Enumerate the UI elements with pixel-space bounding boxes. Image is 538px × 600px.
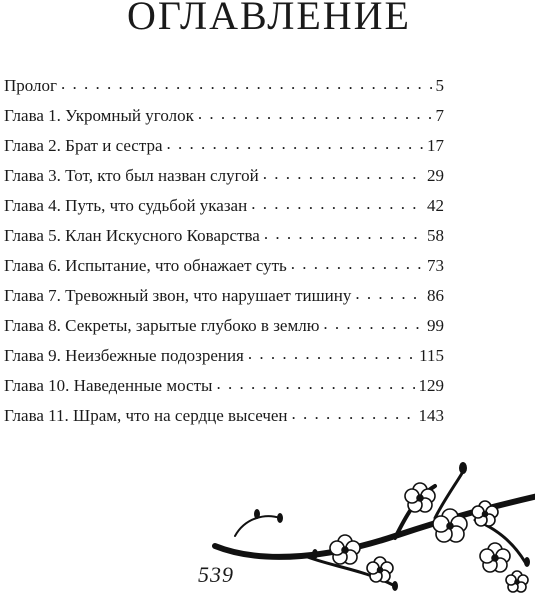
toc-entry[interactable] xyxy=(4,316,444,346)
toc-entry[interactable] xyxy=(4,346,444,376)
toc-entry[interactable] xyxy=(4,376,444,406)
toc-entry-title: Глава 8. Секреты, зарытые глубоко в землю xyxy=(4,316,320,335)
toc-entry-page: 5 xyxy=(435,76,444,95)
toc-entry-page: 129 xyxy=(418,376,444,395)
cherry-blossom-branch-icon xyxy=(195,458,535,600)
toc-entry-title: Пролог xyxy=(4,76,58,95)
toc-entry-title: Глава 11. Шрам, что на сердце высечен xyxy=(4,406,288,425)
toc-leader-dots xyxy=(248,344,415,364)
toc-entry[interactable] xyxy=(4,286,444,316)
toc-leader-dots xyxy=(323,314,423,334)
toc-leader-dots xyxy=(264,224,423,244)
toc-entry[interactable] xyxy=(4,196,444,226)
toc-entry-title: Глава 1. Укромный уголок xyxy=(4,106,194,125)
toc-entry-title: Глава 7. Тревожный звон, что нарушает тишину xyxy=(4,286,352,305)
toc-entry-page: 115 xyxy=(419,346,444,365)
toc-leader-dots xyxy=(291,254,423,274)
toc-leader-dots xyxy=(167,134,423,154)
toc-leader-dots xyxy=(355,284,423,304)
toc-entry[interactable] xyxy=(4,136,444,166)
page-number: 539 xyxy=(198,562,234,587)
toc-entry-title: Глава 10. Наведенные мосты xyxy=(4,376,213,395)
toc-entry-title: Глава 4. Путь, что судьбой указан xyxy=(4,196,248,215)
toc-entry-page: 17 xyxy=(427,136,444,155)
toc-entry[interactable] xyxy=(4,406,444,436)
toc-leader-dots xyxy=(251,194,423,214)
toc-leader-dots xyxy=(61,74,431,94)
toc-entry-title: Глава 2. Брат и сестра xyxy=(4,136,163,155)
table-of-contents xyxy=(4,76,444,436)
toc-entry[interactable] xyxy=(4,76,444,106)
toc-entry[interactable] xyxy=(4,166,444,196)
toc-leader-dots xyxy=(292,404,415,424)
toc-entry-page: 42 xyxy=(427,196,444,215)
toc-entry-page: 58 xyxy=(427,226,444,245)
page-title: ОГЛАВЛЕНИЕ xyxy=(127,0,411,38)
toc-entry-title: Глава 3. Тот, кто был назван слугой xyxy=(4,166,259,185)
toc-entry-title: Глава 9. Неизбежные подозрения xyxy=(4,346,244,365)
toc-leader-dots xyxy=(216,374,414,394)
toc-entry-page: 7 xyxy=(435,106,444,125)
toc-entry-page: 29 xyxy=(427,166,444,185)
toc-entry-page: 99 xyxy=(427,316,444,335)
toc-entry-title: Глава 6. Испытание, что обнажает суть xyxy=(4,256,287,275)
toc-entry[interactable] xyxy=(4,256,444,286)
toc-leader-dots xyxy=(263,164,423,184)
toc-entry-page: 143 xyxy=(418,406,444,425)
toc-leader-dots xyxy=(198,104,432,124)
toc-entry-title: Глава 5. Клан Искусного Коварства xyxy=(4,226,260,245)
toc-entry[interactable] xyxy=(4,226,444,256)
toc-entry-page: 86 xyxy=(427,286,444,305)
toc-entry[interactable] xyxy=(4,106,444,136)
toc-entry-page: 73 xyxy=(427,256,444,275)
